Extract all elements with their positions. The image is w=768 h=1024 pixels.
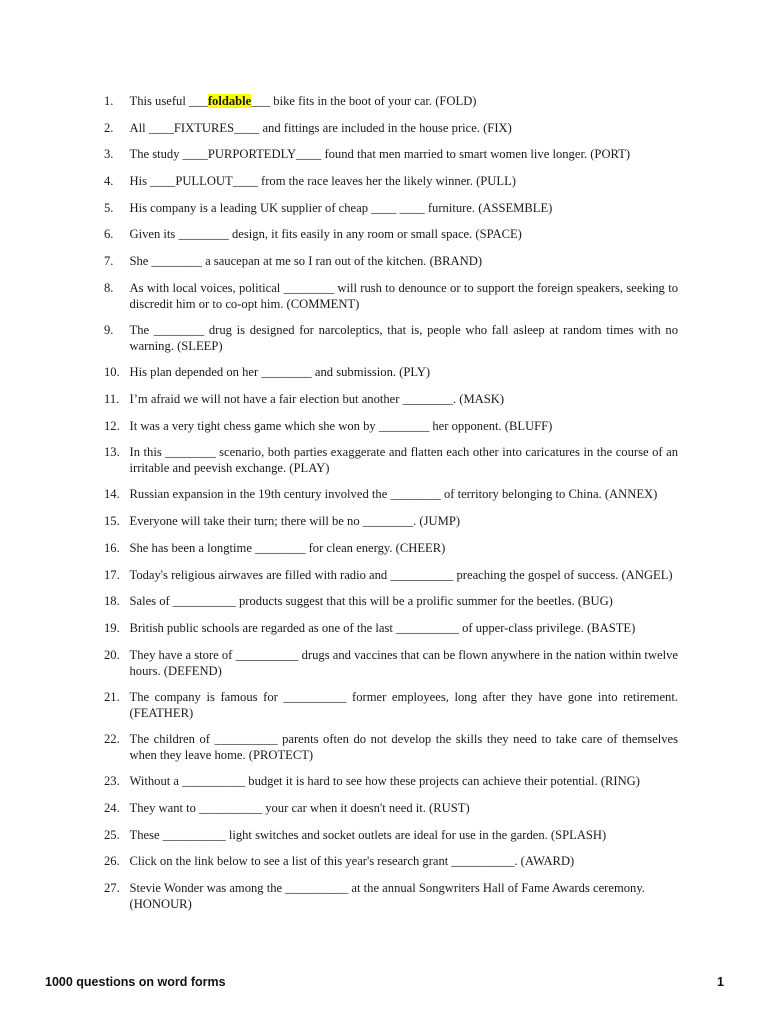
question-item [104, 800, 678, 816]
question-text: Click on the link below to see a list of this year's research grant __________. (AWARD) [129, 854, 575, 869]
question-number: 19. [104, 620, 120, 635]
question-item [104, 146, 678, 162]
question-text: All ____FIXTURES____ and fittings are included in the house price. (FIX) [129, 120, 512, 135]
question-text: She has been a longtime ________ for clean energy. (CHEER) [129, 540, 446, 555]
question-item [104, 93, 678, 109]
question-item [104, 364, 678, 380]
question-item [104, 226, 678, 242]
question-number: 5. [104, 200, 114, 215]
question-item [104, 620, 678, 636]
question-item [104, 880, 678, 912]
question-number: 17. [104, 567, 120, 582]
question-text: It was a very tight chess game which she won by ________ her opponent. (BLUFF) [129, 418, 553, 433]
question-text: His company is a leading UK supplier of cheap ____ ____ furniture. (ASSEMBLE) [129, 200, 553, 215]
question-number: 22. [104, 731, 120, 746]
question-item [104, 418, 678, 434]
question-number: 25. [104, 827, 120, 842]
question-item [104, 280, 678, 312]
question-number: 9. [104, 323, 114, 337]
question-number: 4. [104, 174, 114, 189]
question-text: I’m afraid we will not have a fair election but another ________. (MASK) [129, 391, 505, 406]
question-number: 8. [104, 280, 114, 295]
question-number: 11. [104, 391, 120, 406]
question-text: They have a store of __________ drugs and vaccines that can be flown anywhere in the nation within twelve hours. (DEFEND) [129, 647, 678, 678]
question-text: The ________ drug is designed for narcoleptics, that is, people who fall asleep at random times with no warning. (SLEEP) [129, 323, 678, 353]
question-number: 26. [104, 854, 120, 869]
question-number: 21. [104, 689, 120, 704]
question-item [104, 200, 678, 216]
question-text: The study ____PURPORTEDLY____ found that men married to smart women live longer. (PORT) [129, 147, 631, 162]
footer-title: 1000 questions on word forms [45, 975, 226, 989]
question-text: She ________ a saucepan at me so I ran out of the kitchen. (BRAND) [129, 254, 483, 269]
question-text: Russian expansion in the 19th century involved the ________ of territory belonging to China. (ANNEX) [129, 487, 658, 502]
question-number: 24. [104, 800, 120, 815]
question-text: In this ________ scenario, both parties exaggerate and flatten each other into caricatures in the course of an irritable and peevish exchange. (PLAY) [129, 445, 678, 476]
question-number: 15. [104, 514, 120, 529]
question-item [104, 567, 678, 583]
question-item [104, 253, 678, 269]
question-text: His ____PULLOUT____ from the race leaves her the likely winner. (PULL) [129, 174, 516, 189]
question-number: 14. [104, 487, 120, 502]
question-text: Everyone will take their turn; there will be no ________. (JUMP) [129, 514, 461, 529]
question-text: Stevie Wonder was among the __________ at the annual Songwriters Hall of Fame Awards ceremony. (HONOUR) [129, 880, 645, 911]
question-text: As with local voices, political ________ will rush to denounce or to support the foreign speakers, seeking to discredit him or to co-opt him. (COMMENT) [129, 280, 678, 311]
question-number: 1. [104, 94, 114, 108]
question-item [104, 731, 678, 763]
question-item [104, 540, 678, 556]
question-item [104, 486, 678, 502]
question-number: 13. [104, 445, 120, 460]
page-number: 1 [717, 975, 724, 989]
question-item [104, 322, 678, 354]
question-item [104, 827, 678, 843]
question-number: 3. [104, 147, 114, 162]
question-item [104, 513, 678, 529]
question-item [104, 120, 678, 136]
question-item [104, 853, 678, 869]
question-number: 20. [104, 647, 120, 662]
question-item [104, 689, 678, 721]
question-number: 23. [104, 774, 120, 789]
question-number: 27. [104, 880, 120, 895]
question-number: 18. [104, 594, 120, 609]
question-number: 7. [104, 254, 114, 269]
question-item [104, 173, 678, 189]
question-item [104, 444, 678, 476]
question-number: 12. [104, 418, 120, 433]
question-text: This useful ___foldable___ bike fits in the boot of your car. (FOLD) [129, 94, 477, 108]
question-text: They want to __________ your car when it doesn't need it. (RUST) [129, 800, 470, 815]
question-number: 6. [104, 227, 114, 242]
question-text: The children of __________ parents often do not develop the skills they need to take care of themselves when they leave home. (PROTECT) [129, 731, 678, 762]
question-text: Without a __________ budget it is hard to see how these projects can achieve their potential. (RING) [129, 774, 640, 789]
question-text: Today's religious airwaves are filled with radio and __________ preaching the gospel of success. (ANGEL) [129, 567, 673, 582]
question-item [104, 647, 678, 679]
question-item [104, 773, 678, 789]
question-text: British public schools are regarded as one of the last __________ of upper-class privilege. (BASTE) [129, 620, 636, 635]
question-number: 16. [104, 540, 120, 555]
question-text: Given its ________ design, it fits easily in any room or small space. (SPACE) [129, 227, 522, 242]
highlighted-answer: foldable [207, 94, 252, 108]
question-text: Sales of __________ products suggest that this will be a prolific summer for the beetles. (BUG) [129, 594, 613, 609]
question-number: 2. [104, 120, 114, 135]
question-item [104, 593, 678, 609]
question-number: 10. [104, 365, 120, 380]
question-list [104, 93, 678, 922]
question-text: The company is famous for __________ former employees, long after they have gone into retirement. (FEATHER) [129, 689, 678, 720]
question-item [104, 391, 678, 407]
question-text: These __________ light switches and socket outlets are ideal for use in the garden. (SPLASH) [129, 827, 607, 842]
question-text: His plan depended on her ________ and submission. (PLY) [129, 365, 431, 380]
